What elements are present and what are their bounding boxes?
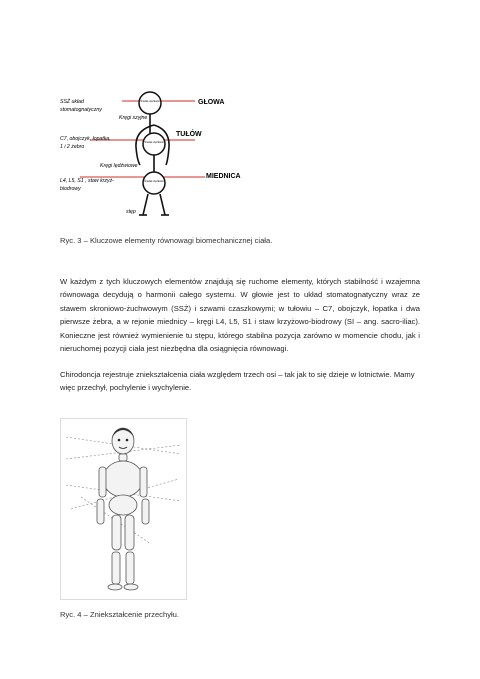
head-node [139, 92, 161, 114]
mannequin-figure [97, 428, 149, 590]
paragraph-three-axes: Chirodoncja rejestruje zniekształcenia ciała względem trzech osi – tak jak to się dzieje w lotnictwie. Mamy więc przechył, pochylenie i wychylenie. [60, 370, 415, 393]
figure-3-caption: Ryc. 3 – Kluczowe elementy równowagi biomechanicznej ciała. [60, 236, 273, 245]
label-foot: stęp [126, 209, 136, 215]
label-ssz-line1: SSŻ układ [60, 99, 84, 105]
svg-text:Środek ciężkości: Środek ciężkości [140, 100, 160, 103]
label-pelvis: MIEDNICA [206, 173, 241, 180]
pelvis-node [143, 172, 165, 194]
figure-4-caption: Ryc. 4 – Zniekształcenie przechyłu. [60, 610, 180, 619]
label-neck: Kręgi szyjne [119, 115, 148, 121]
label-c7-line1: C7, obojczyk, łopatka, [60, 136, 111, 142]
stick-figure [136, 114, 169, 215]
svg-text:Środek ciężkości: Środek ciężkości [144, 180, 164, 183]
torso-node [143, 133, 165, 155]
svg-text:Środek ciężkości: Środek ciężkości [144, 141, 164, 144]
roll-distortion-figure [60, 418, 187, 600]
label-torso: TUŁÓW [176, 131, 202, 138]
label-lumbar: Kręgi lędźwiowe [100, 163, 138, 169]
label-l4-line1: L4, L5, S1 , staw krzyż- [60, 178, 114, 184]
paragraph-key-elements: W każdym z tych kluczowych elementów znajdują się ruchome elementy, których stabilność i wzajemna równowaga decydują o harmonii całego systemu. W głowie jest to układ stomatognatyczny wraz ze stawem skroniowo-żuchwowym (SSŻ) i szwami czaszkowymi; w tułowiu – C7, obojczyk, łopatka i dwa pierwsze żebra, a w rejonie miednicy – kręgi L4, L5, S1 i staw krzyżowo-biodrowy (SI – ang. sacro-iliac). Konieczne jest również wymienienie tu stępu, którego stabilna pozycja zarówno w momencie chodu, jak i nieruchomej pozycji ciała jest niezbędna dla osiągnięcia równowagi. [60, 277, 420, 354]
biomechanical-balance-diagram [40, 85, 250, 220]
label-c7-line2: 1 i 2 żebro [60, 144, 85, 150]
label-l4-line2: biodrowy [60, 186, 81, 192]
label-head: GŁOWA [198, 99, 225, 106]
label-ssz-line2: stomatognatyczny [60, 107, 102, 113]
